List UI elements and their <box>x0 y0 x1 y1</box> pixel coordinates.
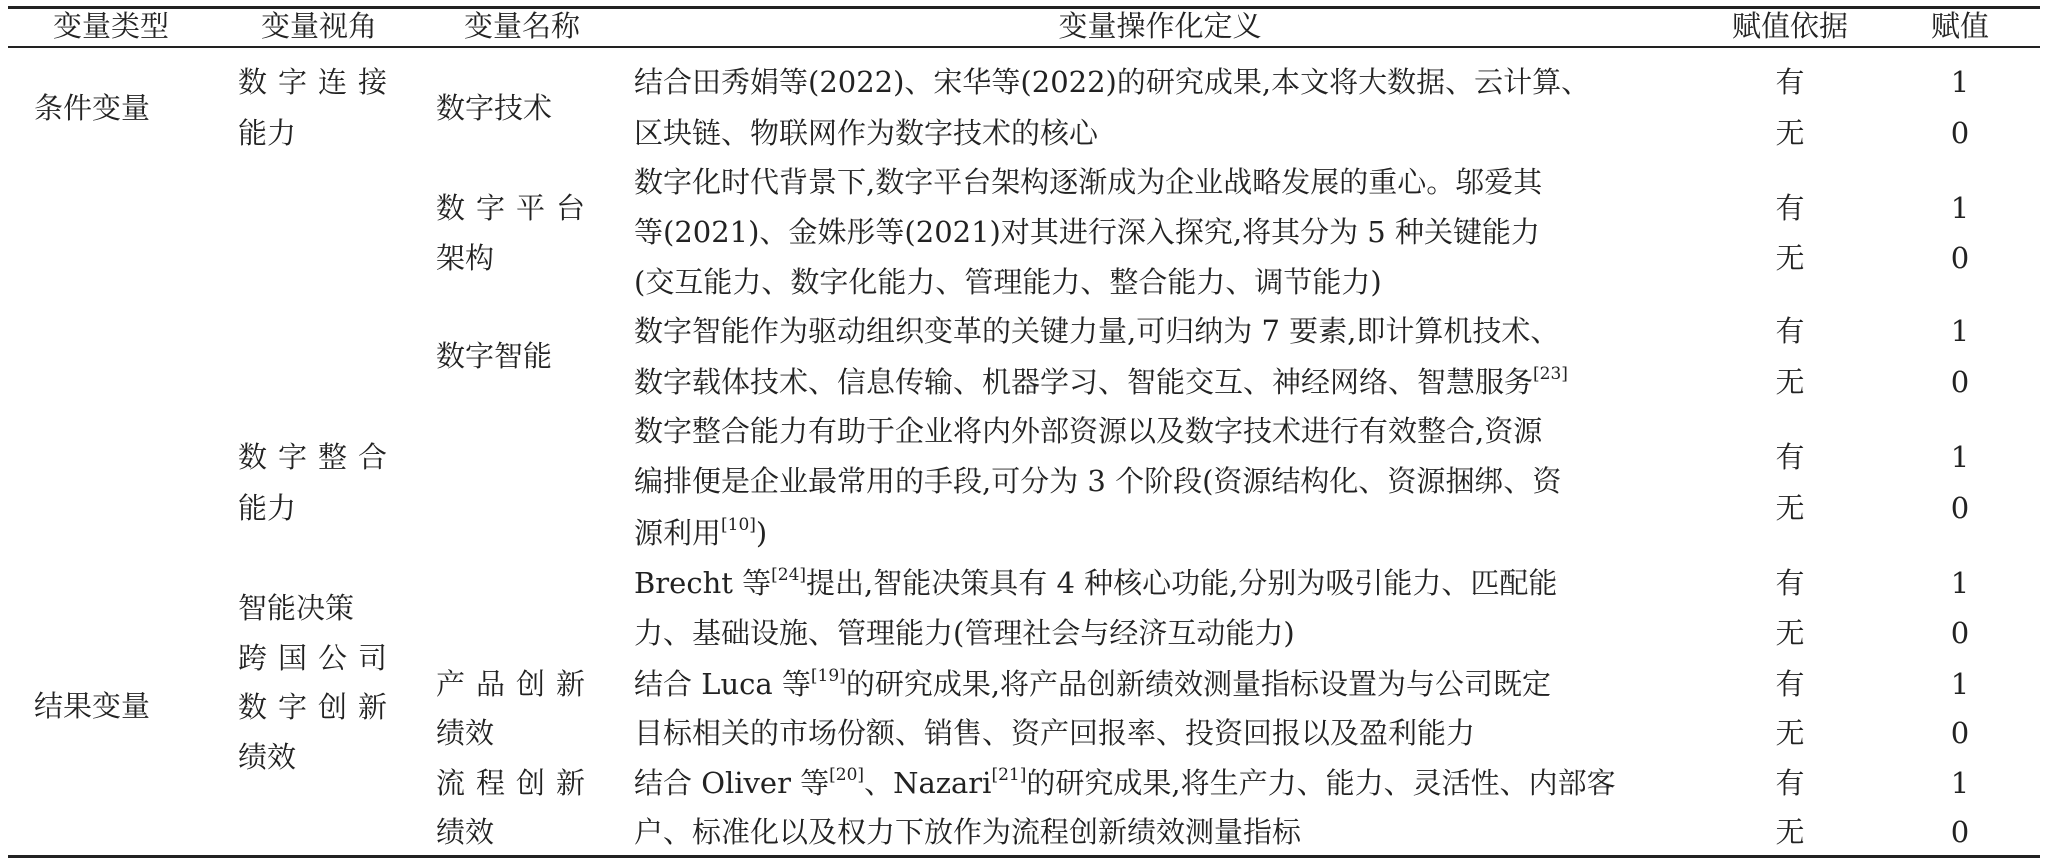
basis-no-digital-integrate: 无 <box>1775 491 1805 525</box>
definition-text: 结合 Oliver 等 <box>634 766 830 800</box>
definition-text: 提出,智能决策具有 4 种核心功能,分别为吸引能力、匹配能 <box>806 566 1558 600</box>
definition-text: 的研究成果,将产品创新绩效测量指标设置为与公司既定 <box>845 667 1552 701</box>
perspective-digital-connect-1: 数字连接 <box>238 65 399 99</box>
name-digital-platform-1: 数字平台 <box>436 191 597 225</box>
definition-text: 、Nazari <box>864 766 992 800</box>
value-one-product-innovation: 1 <box>1950 667 1970 701</box>
citation-ref: [20] <box>829 765 865 785</box>
definition-text: 的研究成果,将生产力、能力、灵活性、内部客 <box>1026 766 1616 800</box>
basis-no-digital-tech: 无 <box>1775 116 1805 150</box>
citation-ref: [24] <box>771 565 807 585</box>
name-process-innovation-2: 绩效 <box>436 815 495 849</box>
citation-ref: [21] <box>991 765 1027 785</box>
basis-no-intelligent-decision: 无 <box>1775 616 1805 650</box>
definition-product-innovation-line-1 <box>634 668 1551 700</box>
value-one-process-innovation: 1 <box>1950 766 1970 800</box>
definition-digital-integrate-line-1: 数字整合能力有助于企业将内外部资源以及数字技术进行有效整合,资源 <box>634 414 1543 448</box>
name-product-innovation-1: 产品创新 <box>436 667 597 701</box>
perspective-outcome-1: 智能决策 <box>238 591 355 625</box>
definition-intelligent-decision-line-2: 力、基础设施、管理能力(管理社会与经济互动能力) <box>634 616 1295 650</box>
perspective-digital-connect-2: 能力 <box>238 116 297 150</box>
basis-no-process-innovation: 无 <box>1775 815 1805 849</box>
header-variable-type: 变量类型 <box>52 9 169 43</box>
basis-yes-digital-integrate: 有 <box>1775 440 1805 474</box>
name-digital-intel: 数字智能 <box>436 339 553 373</box>
value-zero-digital-platform: 0 <box>1950 241 1970 275</box>
perspective-outcome-4: 绩效 <box>238 740 297 774</box>
citation-ref: [19] <box>810 666 846 686</box>
citation-ref: [10] <box>721 515 756 535</box>
value-one-digital-intel: 1 <box>1950 314 1970 348</box>
header-variable-name: 变量名称 <box>463 9 580 43</box>
basis-no-product-innovation: 无 <box>1775 716 1805 750</box>
value-zero-intelligent-decision: 0 <box>1950 616 1970 650</box>
header-variable-perspective: 变量视角 <box>260 9 377 43</box>
name-digital-tech: 数字技术 <box>436 91 553 125</box>
value-one-digital-platform: 1 <box>1950 191 1970 225</box>
definition-process-innovation-line-2: 户、标准化以及权力下放作为流程创新绩效测量指标 <box>634 815 1302 849</box>
type-outcome-variable: 结果变量 <box>34 689 151 723</box>
basis-yes-digital-tech: 有 <box>1775 65 1805 99</box>
citation-ref: [23] <box>1533 364 1568 384</box>
value-zero-digital-intel: 0 <box>1950 365 1970 399</box>
definition-digital-platform-line-3: (交互能力、数字化能力、管理能力、整合能力、调节能力) <box>634 265 1382 299</box>
header-operational-definition: 变量操作化定义 <box>1058 9 1262 43</box>
definition-text: 结合 Luca 等 <box>634 667 811 701</box>
definition-digital-tech-line-1: 结合田秀娟等(2022)、宋华等(2022)的研究成果,本文将大数据、云计算、 <box>634 65 1591 99</box>
definition-digital-intel-line-1: 数字智能作为驱动组织变革的关键力量,可归纳为 7 要素,即计算机技术、 <box>634 314 1560 348</box>
name-product-innovation-2: 绩效 <box>436 716 495 750</box>
header-assignment-basis: 赋值依据 <box>1731 9 1848 43</box>
basis-yes-digital-intel: 有 <box>1775 314 1805 348</box>
basis-yes-process-innovation: 有 <box>1775 766 1805 800</box>
perspective-outcome-3: 数字创新 <box>238 690 399 724</box>
value-one-digital-integrate: 1 <box>1950 440 1970 474</box>
perspective-outcome-2: 跨国公司 <box>238 641 399 675</box>
name-process-innovation-1: 流程创新 <box>436 766 597 800</box>
value-zero-product-innovation: 0 <box>1950 716 1970 750</box>
definition-digital-platform-line-2: 等(2021)、金姝彤等(2021)对其进行深入探究,将其分为 5 种关键能力 <box>634 215 1540 249</box>
definition-text: 源利用 <box>634 516 722 550</box>
definition-digital-tech-line-2: 区块链、物联网作为数字技术的核心 <box>634 116 1099 150</box>
table-header-rule <box>8 46 2040 48</box>
basis-yes-digital-platform: 有 <box>1775 191 1805 225</box>
value-zero-digital-tech: 0 <box>1950 116 1970 150</box>
definition-digital-integrate-line-3 <box>634 517 767 549</box>
perspective-digital-integrate-1: 数字整合 <box>238 440 399 474</box>
value-one-intelligent-decision: 1 <box>1950 566 1970 600</box>
type-condition-variable: 条件变量 <box>34 91 151 125</box>
basis-no-digital-intel: 无 <box>1775 365 1805 399</box>
definition-digital-platform-line-1: 数字化时代背景下,数字平台架构逐渐成为企业战略发展的重心。邬爱其 <box>634 165 1543 199</box>
value-zero-digital-integrate: 0 <box>1950 491 1970 525</box>
basis-no-digital-platform: 无 <box>1775 241 1805 275</box>
value-zero-process-innovation: 0 <box>1950 815 1970 849</box>
definition-digital-intel-line-2 <box>634 366 1568 398</box>
basis-yes-intelligent-decision: 有 <box>1775 566 1805 600</box>
basis-yes-product-innovation: 有 <box>1775 667 1805 701</box>
definition-digital-integrate-line-2: 编排便是企业最常用的手段,可分为 3 个阶段(资源结构化、资源捆绑、资 <box>634 464 1562 498</box>
value-one-digital-tech: 1 <box>1950 65 1970 99</box>
name-digital-platform-2: 架构 <box>436 241 495 275</box>
table-bottom-rule <box>8 855 2040 858</box>
definition-text: 数字载体技术、信息传输、机器学习、智能交互、神经网络、智慧服务 <box>634 365 1534 399</box>
definition-process-innovation-line-1 <box>634 767 1616 799</box>
definition-product-innovation-line-2: 目标相关的市场份额、销售、资产回报率、投资回报以及盈利能力 <box>634 716 1476 750</box>
definition-text: ) <box>755 516 768 550</box>
header-assignment-value: 赋值 <box>1930 9 1989 43</box>
definition-text: Brecht 等 <box>634 566 772 600</box>
perspective-digital-integrate-2: 能力 <box>238 491 297 525</box>
definition-intelligent-decision-line-1 <box>634 567 1557 599</box>
